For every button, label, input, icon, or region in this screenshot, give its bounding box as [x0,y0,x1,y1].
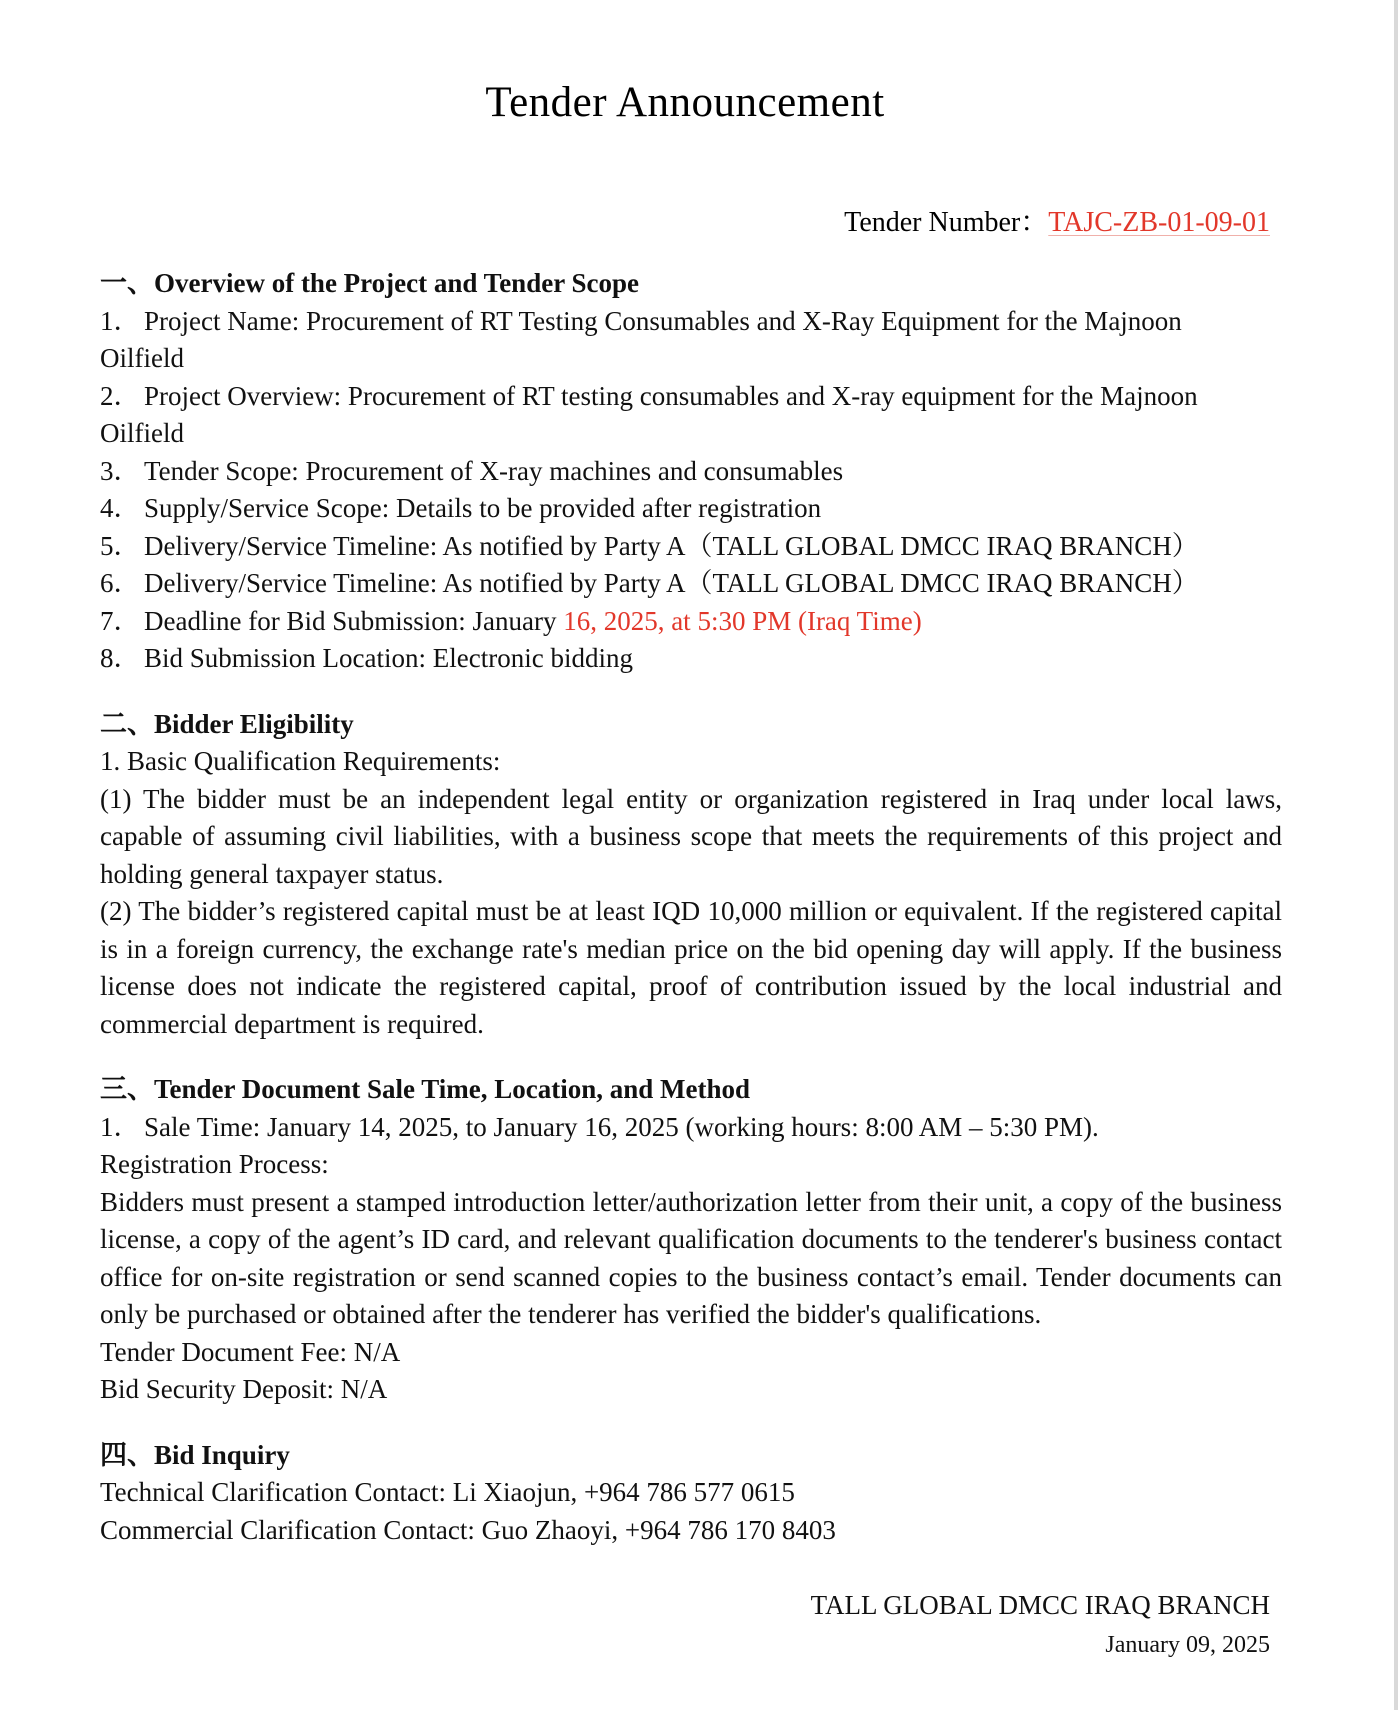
list-item [100,603,1282,641]
item-number: 8． [100,643,141,673]
list-item [100,303,1282,341]
eligibility-paragraph-2: (2) The bidder’s registered capital must be at least IQD 10,000 million or equivalent. If the registered capital is in a foreign currency, the exchange rate's median price on the bid opening day will apply. If the business license does not indicate the registered capital, proof of contribution issued by the local industrial and commercial department is required. [100,896,1282,1039]
signature-company: TALL GLOBAL DMCC IRAQ BRANCH [810,1590,1270,1620]
item-number: 3． [100,455,141,486]
list-item [100,528,1282,566]
item-number: 1． [100,305,141,336]
technical-contact: Technical Clarification Contact: Li Xiaojun, +964 786 577 0615 [100,1477,795,1507]
item-continuation: Oilfield [100,343,184,373]
item-text: Tender Scope: Procurement of X-ray machines and consumables [144,455,844,486]
list-item [100,640,1282,678]
item-text: Supply/Service Scope: Details to be provided after registration [144,493,822,523]
signature-date: January 09, 2025 [1105,1632,1270,1658]
item-text: Delivery/Service Timeline: As notified by Party A（TALL GLOBAL DMCC IRAQ BRANCH） [144,568,1199,598]
item-number: 2． [100,380,141,411]
item-text: Project Overview: Procurement of RT testing consumables and X-ray equipment for the Majnoon [144,380,1198,411]
list-item [100,453,1282,491]
item-text: Deadline for Bid Submission: January [144,605,564,636]
registration-label: Registration Process: [100,1149,329,1179]
item-number: 7． [100,605,141,636]
item-continuation: Oilfield [100,418,184,448]
bid-deposit: Bid Security Deposit: N/A [100,1374,388,1404]
registration-text: Bidders must present a stamped introduction letter/authorization letter from their unit, a copy of the business license, a copy of the agent’s ID card, and relevant qualification documents to the tenderer's business contact office for on-site registration or send scanned copies to the business contact’s email. Tender documents can only be purchased or obtained after the tenderer has verified the bidder's qualifications. [100,1186,1282,1329]
sale-time-text: Sale Time: January 14, 2025, to January 16, 2025 (working hours: 8:00 AM – 5:30 PM). [144,1111,1099,1142]
section2-subheading: 1. Basic Qualification Requirements: [100,746,501,776]
deadline-highlight: 16, 2025, at 5:30 PM (Iraq Time) [563,605,922,636]
item-number: 1． [100,1111,141,1142]
section1-heading: 一、Overview of the Project and Tender Scope [100,268,639,298]
tender-fee: Tender Document Fee: N/A [100,1336,401,1367]
section4-heading: 四、Bid Inquiry [100,1439,290,1470]
item-number: 6． [100,568,141,598]
page-edge [1394,0,1398,1710]
list-item [100,490,1282,528]
item-number: 5． [100,530,141,561]
tender-number-label: Tender Number： [844,207,1049,238]
item-text: Project Name: Procurement of RT Testing Consumables and X-Ray Equipment for the Majnoon [144,305,1182,336]
item-text: Delivery/Service Timeline: As notified by Party A（TALL GLOBAL DMCC IRAQ BRANCH） [144,530,1199,561]
item-number: 4． [100,493,141,523]
list-item [100,378,1282,416]
commercial-contact: Commercial Clarification Contact: Guo Zhaoyi, +964 786 170 8403 [100,1514,836,1545]
document-body [100,265,1282,1549]
sale-time [100,1109,1282,1147]
tender-number-value: TAJC-ZB-01-09-01 [1048,207,1270,238]
section2-heading: 二、Bidder Eligibility [100,708,354,739]
page-title: Tender Announcement [485,79,885,126]
section3-heading: 三、Tender Document Sale Time, Location, and Method [100,1074,751,1104]
list-item [100,565,1282,603]
tender-number [844,200,1270,240]
item-text: Bid Submission Location: Electronic bidding [144,643,633,673]
eligibility-paragraph-1: (1) The bidder must be an independent legal entity or organization registered in Iraq under local laws, capable of assuming civil liabilities, with a business scope that meets the requirements of this project and holding general taxpayer status. [100,783,1282,889]
